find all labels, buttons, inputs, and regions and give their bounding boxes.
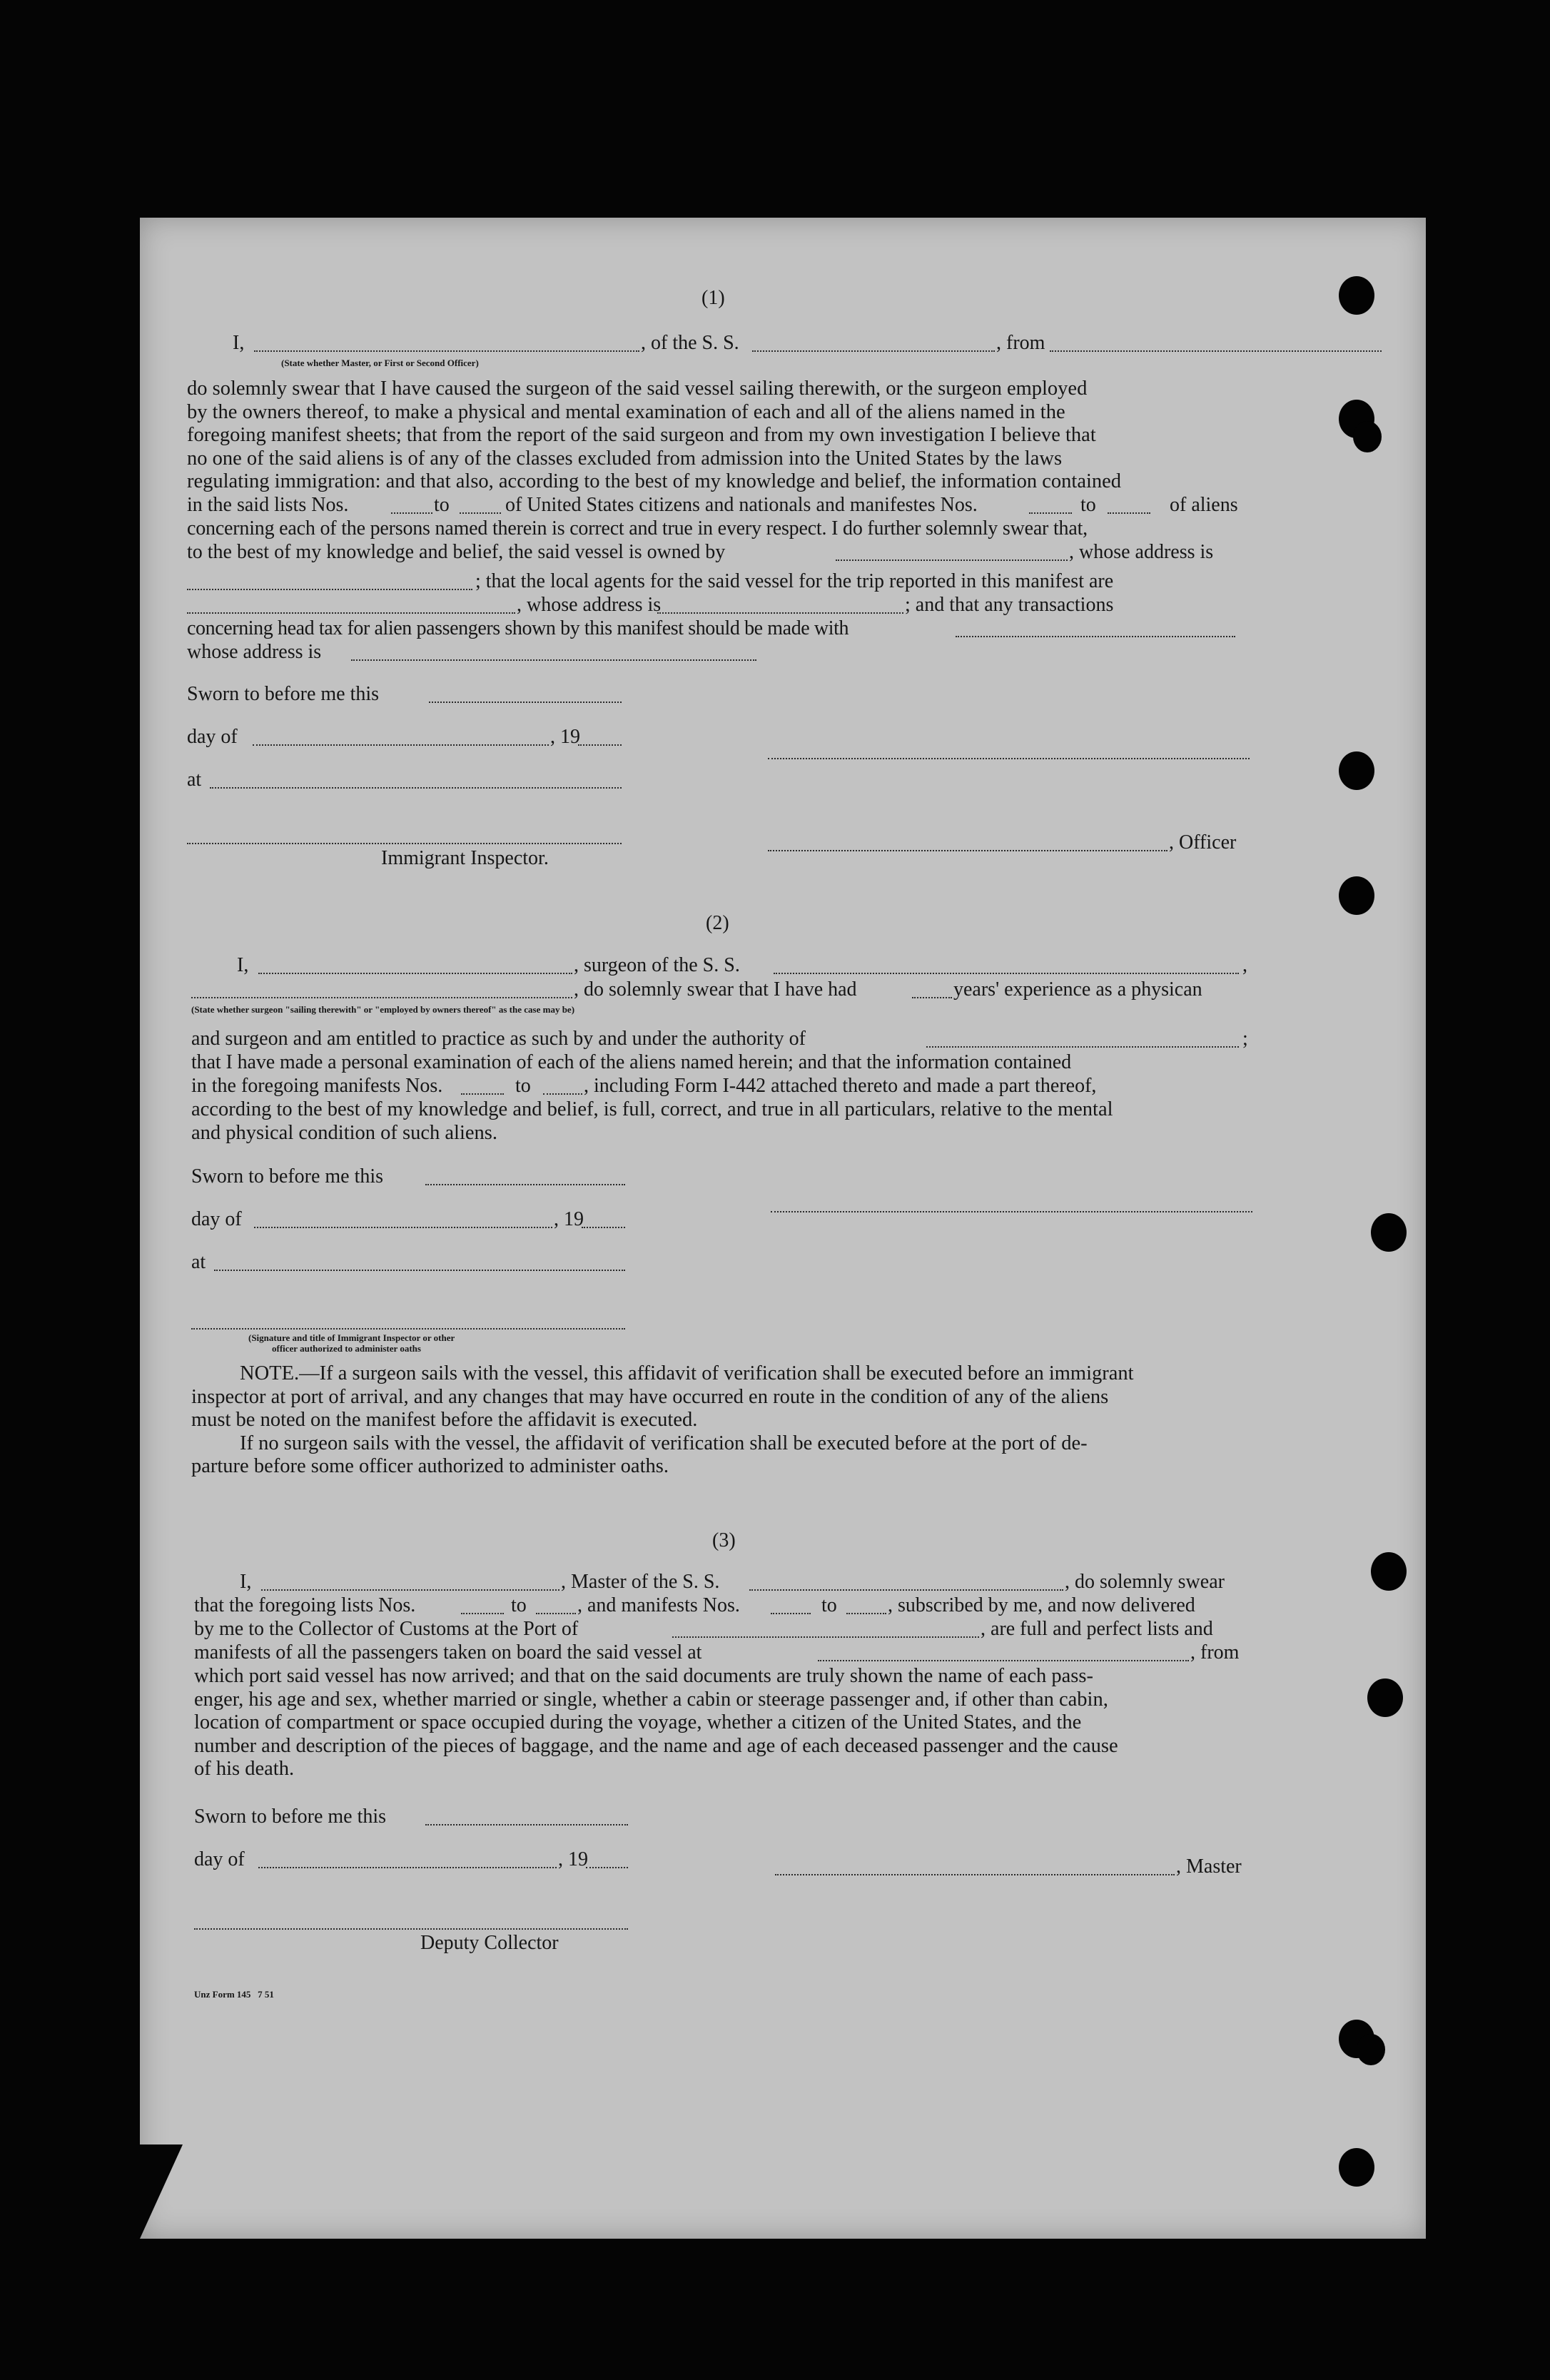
master-manifests-to-field[interactable] [846,1613,886,1614]
of-aliens-label: of aliens [1170,494,1238,516]
sworn-field[interactable] [429,702,622,703]
master-name-field[interactable] [261,1589,559,1591]
years-label: years' experience as a physican [953,978,1202,1001]
form-number: Unz Form 145 7 51 [194,1989,274,2000]
oath-start: I, [240,1571,252,1593]
year-label: , 19 [550,726,580,748]
to-label: to [1080,494,1096,516]
body-line: do solemnly swear that I have caused the surgeon of the said vessel sailing therewith, or the surgeon employed [187,378,1088,400]
oath-start: I, [237,954,249,976]
punch-hole [1371,1552,1407,1591]
officer-title-field[interactable] [768,850,1167,851]
note-line: parture before some officer authorized to administer oaths. [191,1455,669,1478]
body-line: location of compartment or space occupied during the voyage, whether a citizen of the United States, and the [194,1711,1082,1734]
agents-line: ; that the local agents for the said vessel for the trip reported in this manifest are [475,570,1114,592]
year-field[interactable] [582,1227,625,1228]
surgeon-manifests-from-field[interactable] [461,1093,504,1095]
sworn-label: Sworn to before me this [187,683,380,705]
lists-nos-label: that the foregoing lists Nos. [194,1594,416,1616]
full-lists-label: , are full and perfect lists and [981,1618,1213,1640]
master-label: , Master [1176,1855,1242,1878]
punch-hole [1339,876,1374,915]
closing-line: and physical condition of such aliens. [191,1121,497,1144]
manifests-to-field[interactable] [1108,512,1150,514]
deputy-label: Deputy Collector [420,1932,559,1954]
at-field[interactable] [214,1270,625,1271]
sworn-label: Sworn to before me this [191,1165,384,1188]
authority-field[interactable] [926,1046,1239,1048]
citizens-label: of United States citizens and nationals and manifestes Nos. [505,494,978,516]
comma: , [1242,954,1247,976]
master-of-label: , Master of the S. S. [561,1571,720,1593]
head-tax-address-field[interactable] [351,659,756,661]
master-manifests-from-field[interactable] [771,1613,811,1614]
surgeon-vessel-field[interactable] [774,973,1239,974]
oath-start: I, [233,332,245,354]
punch-hole [1339,751,1374,790]
lists-from-field[interactable] [391,512,432,514]
whose-address-label: , whose address is [517,594,662,616]
to-label: to [434,494,450,516]
agents-field[interactable] [187,612,515,614]
lists-to-field[interactable] [460,512,501,514]
note-line: If no surgeon sails with the vessel, the affidavit of verification shall be executed before at the port of de- [240,1432,1088,1454]
year-label: , 19 [554,1208,584,1230]
including-label: , including Form I-442 attached thereto and made a part thereof, [584,1075,1097,1097]
owned-by-label: to the best of my knowledge and belief, the said vessel is owned by [187,541,726,563]
section-2-number: (2) [706,912,729,934]
punch-hole [1339,2148,1374,2187]
section-1-number: (1) [701,287,725,309]
body-line: no one of the said aliens is of any of the classes excluded from admission into the United States by the laws [187,447,1063,470]
officer-hint: (State whether Master, or First or Second Officer) [281,358,479,368]
whose-address-label: , whose address is [1069,541,1214,563]
surgeon-signature-field[interactable] [771,1211,1252,1212]
day-of-field[interactable] [254,1227,552,1228]
surgeon-manifests-to-field[interactable] [543,1093,582,1095]
boarding-port-field[interactable] [818,1660,1189,1661]
master-vessel-field[interactable] [749,1589,1063,1591]
section-2-closing [191,1098,1390,1145]
note-paragraph [191,1362,1392,1479]
year-field[interactable] [586,1867,628,1868]
concerning-line: concerning each of the persons named therein is correct and true in every respect. I do further solemnly swear that, [187,517,1088,540]
at-field[interactable] [210,787,622,789]
of-ss-label: , of the S. S. [641,332,739,354]
master-lists-from-field[interactable] [461,1613,504,1614]
punch-hole [1357,2034,1385,2065]
years-field[interactable] [912,997,952,998]
form-sheet [140,218,1426,2239]
from-label: , from [996,332,1045,354]
lists-nos-label: in the said lists Nos. [187,494,349,516]
signature-title-field[interactable] [191,1328,625,1330]
to-label: to [821,1594,837,1616]
manifests-from-field[interactable] [1029,512,1072,514]
day-of-field[interactable] [258,1867,557,1868]
whose-address-label: whose address is [187,641,322,663]
day-of-field[interactable] [253,744,549,746]
body-line: foregoing manifest sheets; that from the report of the said surgeon and from my own investigation I believe that [187,424,1096,447]
surgeon-hint: (State whether surgeon "sailing therewith" or "employed by owners thereof" as the case may be) [191,1004,575,1015]
officer-label: , Officer [1169,831,1237,854]
manifests-nos-label: , and manifests Nos. [577,1594,740,1616]
note-line: must be noted on the manifest before the affidavit is executed. [191,1409,698,1432]
sworn-label: Sworn to before me this [194,1806,387,1828]
body-line: which port said vessel has now arrived; and that on the said documents are truly shown the name of each pass- [194,1665,1093,1687]
sworn-field[interactable] [425,1184,625,1185]
surgeon-capacity-field[interactable] [191,997,572,998]
note-line: inspector at port of arrival, and any changes that may have occurred en route in the condition of any of the aliens [191,1385,1109,1408]
from-label: , from [1190,1641,1240,1664]
subscribed-label: , subscribed by me, and now delivered [888,1594,1195,1616]
semicolon: ; [1242,1028,1248,1050]
at-label: at [191,1251,206,1273]
day-of-label: day of [194,1848,245,1870]
section-1-body [187,378,1390,494]
sworn-field[interactable] [425,1824,628,1825]
body-line: by the owners thereof, to make a physical and mental examination of each and all of the aliens named in the [187,400,1065,423]
exam-line: that I have made a personal examination of each of the aliens named herein; and that the information contained [191,1051,1071,1073]
swear-label: , do solemnly swear that I have had [574,978,857,1001]
vessel-name-field[interactable] [752,350,995,352]
manifests-label: manifests of all the passengers taken on board the said vessel at [194,1641,702,1664]
officer-name-field[interactable] [254,350,639,352]
master-lists-to-field[interactable] [536,1613,576,1614]
master-signature-field[interactable] [775,1874,1175,1875]
body-line: regulating immigration: and that also, according to the best of my knowledge and belief, the information contained [187,470,1122,493]
officer-signature-field[interactable] [768,758,1250,759]
port-field[interactable] [672,1636,979,1638]
manifests-nos-label: in the foregoing manifests Nos. [191,1075,443,1097]
signature-hint: officer authorized to administer oaths [272,1343,421,1354]
punch-hole [1371,1213,1407,1252]
year-field[interactable] [578,744,622,746]
owner-address-field[interactable] [187,589,472,590]
collector-label: by me to the Collector of Customs at the Port of [194,1618,579,1640]
inspector-label: Immigrant Inspector. [381,847,549,869]
deputy-signature-field[interactable] [194,1928,628,1930]
to-label: to [511,1594,527,1616]
body-line: number and description of the pieces of baggage, and the name and age of each deceased passenger and the cause [194,1734,1118,1757]
note-line: NOTE.—If a surgeon sails with the vessel, this affidavit of verification shall be executed before an immigrant [240,1362,1134,1384]
swear-label: , do solemnly swear [1065,1571,1225,1593]
section-3-body [194,1665,1393,1781]
punch-hole [1339,276,1374,315]
surgeon-of-label: , surgeon of the S. S. [574,954,740,976]
body-line: enger, his age and sex, whether married or single, whether a cabin or steerage passenger and, if other than cabin, [194,1688,1108,1711]
agents-address-field[interactable] [657,612,903,614]
year-label: , 19 [558,1848,588,1870]
owner-field[interactable] [836,559,1068,561]
head-tax-field[interactable] [956,636,1235,637]
authority-label: and surgeon and am entitled to practice as such by and under the authority of [191,1028,806,1050]
section-3-number: (3) [712,1529,736,1551]
signature-hint: (Signature and title of Immigrant Inspector or other [248,1332,455,1343]
to-label: to [515,1075,531,1097]
day-of-label: day of [191,1208,242,1230]
body-line: of his death. [194,1758,295,1781]
transactions-label: ; and that any transactions [905,594,1114,616]
day-of-label: day of [187,726,238,748]
from-port-field[interactable] [1050,350,1382,352]
head-tax-line: concerning head tax for alien passengers shown by this manifest should be made with [187,617,849,639]
surgeon-name-field[interactable] [258,973,572,974]
inspector-signature-field[interactable] [187,843,622,844]
at-label: at [187,769,202,791]
closing-line: according to the best of my knowledge and belief, is full, correct, and true in all particulars, relative to the mental [191,1098,1113,1120]
